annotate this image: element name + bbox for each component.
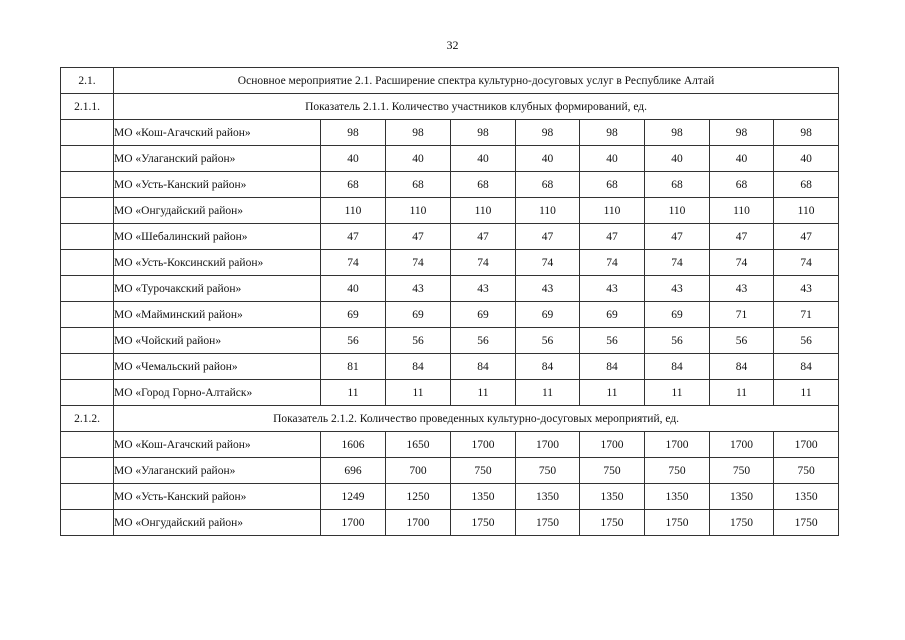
value-cell: 696 <box>321 458 386 484</box>
value-cell: 40 <box>774 146 839 172</box>
value-cell: 98 <box>386 120 451 146</box>
value-cell: 110 <box>774 198 839 224</box>
value-cell: 750 <box>774 458 839 484</box>
value-cell: 56 <box>321 328 386 354</box>
section-code: 2.1. <box>61 68 114 94</box>
value-cell: 11 <box>580 380 645 406</box>
value-cell: 56 <box>710 328 774 354</box>
value-cell: 1350 <box>645 484 710 510</box>
value-cell: 43 <box>580 276 645 302</box>
municipality-name: МО «Онгудайский район» <box>114 198 321 224</box>
value-cell: 1350 <box>774 484 839 510</box>
value-cell: 98 <box>516 120 580 146</box>
value-cell: 110 <box>386 198 451 224</box>
value-cell: 47 <box>451 224 516 250</box>
value-cell: 74 <box>710 250 774 276</box>
value-cell: 40 <box>321 146 386 172</box>
value-cell: 40 <box>710 146 774 172</box>
municipality-name: МО «Чойский район» <box>114 328 321 354</box>
value-cell: 68 <box>386 172 451 198</box>
value-cell: 1750 <box>580 510 645 536</box>
municipality-name: МО «Майминский район» <box>114 302 321 328</box>
value-cell: 11 <box>774 380 839 406</box>
value-cell: 98 <box>710 120 774 146</box>
value-cell: 1750 <box>451 510 516 536</box>
value-cell: 74 <box>774 250 839 276</box>
value-cell: 56 <box>451 328 516 354</box>
value-cell: 43 <box>645 276 710 302</box>
value-cell: 1750 <box>774 510 839 536</box>
page-number: 32 <box>446 38 459 52</box>
value-cell: 700 <box>386 458 451 484</box>
row-code-empty <box>61 120 114 146</box>
municipality-name: МО «Улаганский район» <box>114 146 321 172</box>
table-body <box>61 68 839 536</box>
value-cell: 40 <box>516 146 580 172</box>
value-cell: 98 <box>645 120 710 146</box>
row-code-empty <box>61 198 114 224</box>
value-cell: 1700 <box>386 510 451 536</box>
section-row <box>61 68 839 94</box>
value-cell: 68 <box>645 172 710 198</box>
table-row <box>61 302 839 328</box>
value-cell: 1249 <box>321 484 386 510</box>
value-cell: 47 <box>321 224 386 250</box>
value-cell: 43 <box>386 276 451 302</box>
value-cell: 47 <box>386 224 451 250</box>
value-cell: 750 <box>645 458 710 484</box>
value-cell: 56 <box>516 328 580 354</box>
row-code-empty <box>61 172 114 198</box>
value-cell: 56 <box>645 328 710 354</box>
table-row <box>61 510 839 536</box>
value-cell: 69 <box>645 302 710 328</box>
value-cell: 68 <box>451 172 516 198</box>
value-cell: 11 <box>386 380 451 406</box>
row-code-empty <box>61 276 114 302</box>
indicator-header-row <box>61 406 839 432</box>
value-cell: 1700 <box>645 432 710 458</box>
value-cell: 1250 <box>386 484 451 510</box>
value-cell: 98 <box>451 120 516 146</box>
value-cell: 84 <box>580 354 645 380</box>
value-cell: 74 <box>580 250 645 276</box>
value-cell: 11 <box>710 380 774 406</box>
table-row <box>61 484 839 510</box>
table-row <box>61 380 839 406</box>
municipality-name: МО «Усть-Коксинский район» <box>114 250 321 276</box>
value-cell: 68 <box>516 172 580 198</box>
table-row <box>61 120 839 146</box>
value-cell: 56 <box>580 328 645 354</box>
value-cell: 110 <box>516 198 580 224</box>
value-cell: 47 <box>645 224 710 250</box>
value-cell: 74 <box>451 250 516 276</box>
value-cell: 110 <box>645 198 710 224</box>
value-cell: 69 <box>386 302 451 328</box>
value-cell: 1350 <box>710 484 774 510</box>
value-cell: 1750 <box>645 510 710 536</box>
municipality-name: МО «Турочакский район» <box>114 276 321 302</box>
municipality-name: МО «Онгудайский район» <box>114 510 321 536</box>
value-cell: 110 <box>710 198 774 224</box>
value-cell: 56 <box>774 328 839 354</box>
table-row <box>61 458 839 484</box>
value-cell: 750 <box>710 458 774 484</box>
indicator-title: Показатель 2.1.2. Количество проведенных культурно-досуговых мероприятий, ед. <box>114 406 839 432</box>
value-cell: 1350 <box>516 484 580 510</box>
municipality-name: МО «Усть-Канский район» <box>114 172 321 198</box>
value-cell: 71 <box>710 302 774 328</box>
value-cell: 84 <box>386 354 451 380</box>
value-cell: 1750 <box>516 510 580 536</box>
value-cell: 1606 <box>321 432 386 458</box>
value-cell: 74 <box>386 250 451 276</box>
value-cell: 40 <box>451 146 516 172</box>
indicator-title: Показатель 2.1.1. Количество участников клубных формирований, ед. <box>114 94 839 120</box>
value-cell: 110 <box>451 198 516 224</box>
value-cell: 750 <box>516 458 580 484</box>
value-cell: 1700 <box>516 432 580 458</box>
value-cell: 40 <box>321 276 386 302</box>
municipality-name: МО «Усть-Канский район» <box>114 484 321 510</box>
table-row <box>61 276 839 302</box>
value-cell: 750 <box>580 458 645 484</box>
value-cell: 71 <box>774 302 839 328</box>
municipality-name: МО «Кош-Агачский район» <box>114 120 321 146</box>
value-cell: 1700 <box>451 432 516 458</box>
row-code-empty <box>61 146 114 172</box>
indicator-header-row <box>61 94 839 120</box>
row-code-empty <box>61 354 114 380</box>
value-cell: 69 <box>451 302 516 328</box>
value-cell: 11 <box>645 380 710 406</box>
table-row <box>61 432 839 458</box>
value-cell: 98 <box>774 120 839 146</box>
value-cell: 11 <box>321 380 386 406</box>
row-code-empty <box>61 250 114 276</box>
value-cell: 81 <box>321 354 386 380</box>
indicator-code: 2.1.1. <box>61 94 114 120</box>
value-cell: 84 <box>645 354 710 380</box>
value-cell: 74 <box>321 250 386 276</box>
table-row <box>61 328 839 354</box>
indicator-code: 2.1.2. <box>61 406 114 432</box>
row-code-empty <box>61 458 114 484</box>
value-cell: 43 <box>516 276 580 302</box>
municipality-name: МО «Шебалинский район» <box>114 224 321 250</box>
value-cell: 84 <box>451 354 516 380</box>
value-cell: 1700 <box>710 432 774 458</box>
value-cell: 84 <box>710 354 774 380</box>
value-cell: 40 <box>645 146 710 172</box>
value-cell: 69 <box>321 302 386 328</box>
value-cell: 69 <box>580 302 645 328</box>
value-cell: 11 <box>451 380 516 406</box>
table-row <box>61 354 839 380</box>
row-code-empty <box>61 432 114 458</box>
table-row <box>61 146 839 172</box>
value-cell: 74 <box>645 250 710 276</box>
value-cell: 43 <box>451 276 516 302</box>
value-cell: 1350 <box>451 484 516 510</box>
row-code-empty <box>61 380 114 406</box>
row-code-empty <box>61 224 114 250</box>
value-cell: 110 <box>321 198 386 224</box>
value-cell: 68 <box>710 172 774 198</box>
value-cell: 68 <box>580 172 645 198</box>
value-cell: 1350 <box>580 484 645 510</box>
value-cell: 40 <box>580 146 645 172</box>
value-cell: 98 <box>321 120 386 146</box>
value-cell: 750 <box>451 458 516 484</box>
value-cell: 47 <box>580 224 645 250</box>
value-cell: 43 <box>774 276 839 302</box>
value-cell: 1750 <box>710 510 774 536</box>
row-code-empty <box>61 510 114 536</box>
table-row <box>61 250 839 276</box>
value-cell: 84 <box>516 354 580 380</box>
value-cell: 110 <box>580 198 645 224</box>
value-cell: 1700 <box>321 510 386 536</box>
section-title: Основное мероприятие 2.1. Расширение спектра культурно-досуговых услуг в Республике Алтай <box>114 68 839 94</box>
value-cell: 68 <box>774 172 839 198</box>
municipality-name: МО «Улаганский район» <box>114 458 321 484</box>
value-cell: 11 <box>516 380 580 406</box>
municipality-name: МО «Кош-Агачский район» <box>114 432 321 458</box>
value-cell: 1650 <box>386 432 451 458</box>
value-cell: 98 <box>580 120 645 146</box>
value-cell: 84 <box>774 354 839 380</box>
value-cell: 40 <box>386 146 451 172</box>
row-code-empty <box>61 484 114 510</box>
value-cell: 47 <box>710 224 774 250</box>
municipality-name: МО «Город Горно-Алтайск» <box>114 380 321 406</box>
row-code-empty <box>61 328 114 354</box>
table-row <box>61 224 839 250</box>
row-code-empty <box>61 302 114 328</box>
value-cell: 1700 <box>580 432 645 458</box>
value-cell: 1700 <box>774 432 839 458</box>
municipality-name: МО «Чемальский район» <box>114 354 321 380</box>
value-cell: 74 <box>516 250 580 276</box>
indicator-table <box>60 67 839 536</box>
value-cell: 43 <box>710 276 774 302</box>
value-cell: 47 <box>774 224 839 250</box>
value-cell: 47 <box>516 224 580 250</box>
value-cell: 56 <box>386 328 451 354</box>
table-row <box>61 172 839 198</box>
value-cell: 69 <box>516 302 580 328</box>
table-row <box>61 198 839 224</box>
value-cell: 68 <box>321 172 386 198</box>
